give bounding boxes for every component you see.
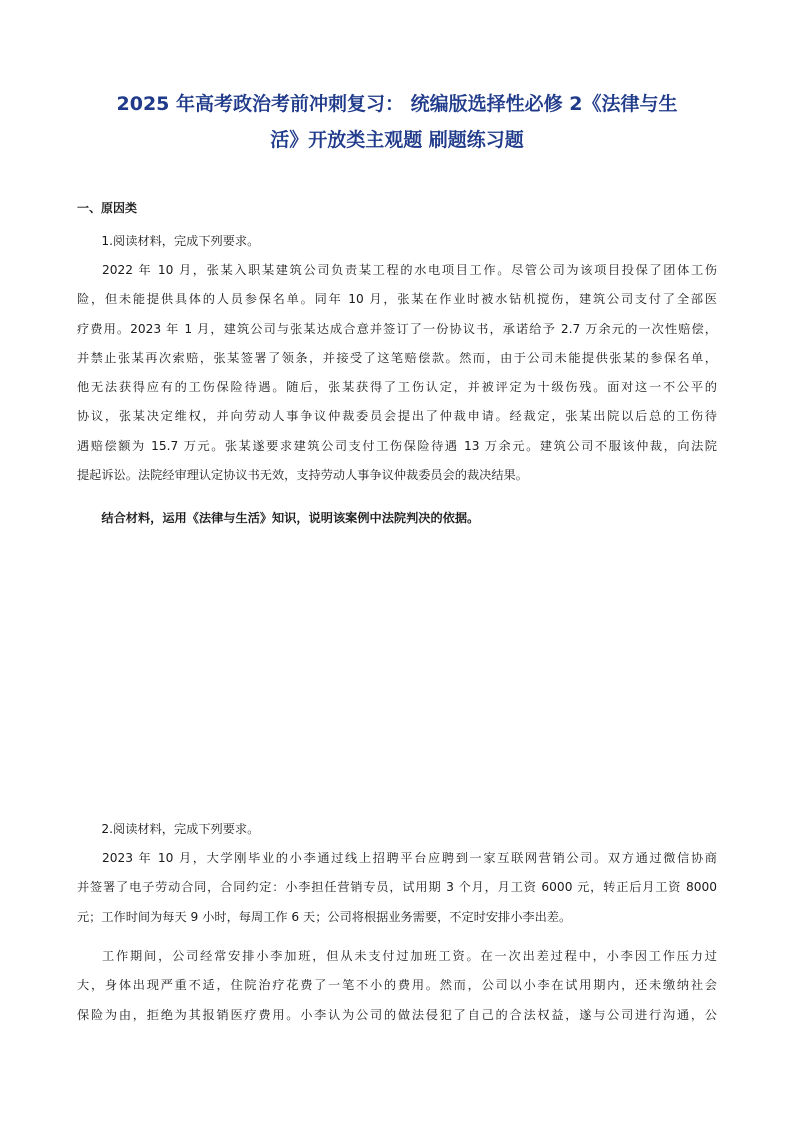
text-line: 元；工作时间为每天 9 小时，每周工作 6 天；公司将根据业务需要，不定时安排小李出差。 [77, 909, 572, 924]
text-line: 2023 年 10 月，大学刚毕业的小李通过线上招聘平台应聘到一家互联网营销公司。双方通过微信协商 [102, 851, 717, 865]
q1-question: 结合材料，运用《法律与生活》知识，说明该案例中法院判决的依据。 [101, 511, 480, 525]
text-line: 并禁止张某再次索赔，张某签署了领条，并接受了这笔赔偿款。然而，由于公司未能提供张某的参保名单， [77, 350, 717, 365]
title-line-2: 活》开放类主观题 刷题练习题 [270, 129, 524, 151]
section-heading: 一、原因类 [77, 201, 138, 215]
text-line: 险，但未能提供具体的人员参保名单。同年 10 月，张某在作业时被水钻机搅伤，建筑公司支付了全部医 [77, 292, 717, 307]
q1-material [77, 256, 717, 490]
title-line-1: 2025 年高考政治考前冲刺复习： 统编版选择性必修 2《法律与生 [116, 93, 678, 115]
q1-prompt: 1.阅读材料，完成下列要求。 [101, 234, 260, 248]
text-line: 遇赔偿额为 15.7 万元。张某遂要求建筑公司支付工伤保险待遇 13 万余元。建筑公司不服该仲裁，向法院 [77, 438, 717, 453]
q2-prompt: 2.阅读材料，完成下列要求。 [101, 822, 260, 836]
text-line: 保险为由，拒绝为其报销医疗费用。小李认为公司的做法侵犯了自己的合法权益，遂与公司进行沟通，公 [77, 1007, 717, 1022]
page-title [80, 86, 714, 158]
text-line: 疗费用。2023 年 1 月，建筑公司与张某达成合意并签订了一份协议书，承诺给予 2.7 万余元的一次性赔偿， [77, 321, 717, 336]
text-line: 提起诉讼。法院经审理认定协议书无效，支持劳动人事争议仲裁委员会的裁决结果。 [77, 468, 528, 483]
text-line: 协议，张某决定维权，并向劳动人事争议仲裁委员会提出了仲裁申请。经裁定，张某出院以后总的工伤待 [77, 409, 717, 424]
text-line: 他无法获得应有的工伤保险待遇。随后，张某获得了工伤认定，并被评定为十级伤残。面对这一不公平的 [77, 380, 717, 395]
text-line: 并签署了电子劳动合同，合同约定：小李担任营销专员，试用期 3 个月，月工资 6000 元，转正后月工资 8000 [77, 880, 717, 895]
q2-material-2 [77, 942, 717, 1030]
text-line: 大，身体出现严重不适，住院治疗花费了一笔不小的费用。然而，公司以小李在试用期内，还未缴纳社会 [77, 978, 717, 993]
text-line: 2022 年 10 月，张某入职某建筑公司负责某工程的水电项目工作。尽管公司为该项目投保了团体工伤 [102, 263, 717, 277]
q2-material-1 [77, 844, 717, 932]
text-line: 工作期间，公司经常安排小李加班，但从未支付过加班工资。在一次出差过程中，小李因工作压力过 [102, 949, 717, 963]
